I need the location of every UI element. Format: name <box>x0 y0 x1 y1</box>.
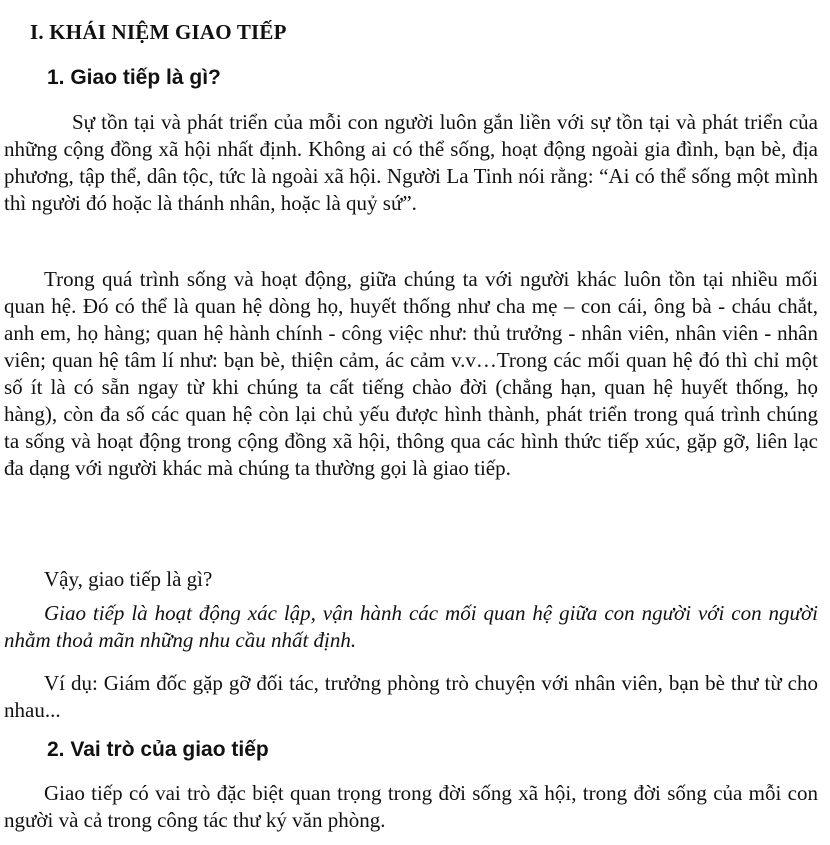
chapter-heading: I. KHÁI NIỆM GIAO TIẾP <box>30 20 287 44</box>
section-1-question: Vậy, giao tiếp là gì? <box>44 567 213 591</box>
section-1-example: Ví dụ: Giám đốc gặp gỡ đối tác, trưởng phòng trò chuyện với nhân viên, bạn bè thư từ cho nhau... <box>4 671 818 722</box>
section-2-title: 2. Vai trò của giao tiếp <box>47 738 269 761</box>
section-1-title: 1. Giao tiếp là gì? <box>47 66 221 89</box>
section-1-paragraph-1: Sự tồn tại và phát triển của mỗi con người luôn gắn liền với sự tồn tại và phát triển của những cộng đồng xã hội nhất định. Không ai có thể sống, hoạt động ngoài gia đình, bạn bè, địa phương, tập thể, dân tộc, tức là ngoài xã hội. Người La Tinh nói rằng: “Ai có thể sống một mình thì người đó hoặc là thánh nhân, hoặc là quỷ sứ”. <box>4 110 818 215</box>
section-1-definition: Giao tiếp là hoạt động xác lập, vận hành các mối quan hệ giữa con người với con người nhằm thoả mãn những nhu cầu nhất định. <box>4 601 818 652</box>
section-2-paragraph-1: Giao tiếp có vai trò đặc biệt quan trọng trong đời sống xã hội, trong đời sống của mỗi con người và cả trong công tác thư ký văn phòng. <box>4 781 818 832</box>
section-1-paragraph-2: Trong quá trình sống và hoạt động, giữa chúng ta với người khác luôn tồn tại nhiều mối quan hệ. Đó có thể là quan hệ dòng họ, huyết thống như cha mẹ – con cái, ông bà - cháu chắt, anh em, họ hàng; quan hệ hành chính - công việc như: thủ trưởng - nhân viên, nhân viên - nhân viên; quan hệ tâm lí như: bạn bè, thiện cảm, ác cảm v.v…Trong các mối quan hệ đó thì chỉ một số ít là có sẵn ngay từ khi chúng ta cất tiếng chào đời (chẳng hạn, quan hệ huyết thống, họ hàng), còn đa số các quan hệ còn lại chủ yếu được hình thành, phát triển trong quá trình chúng ta sống và hoạt động trong cộng đồng xã hội, thông qua các hình thức tiếp xúc, gặp gỡ, liên lạc đa dạng với người khác mà chúng ta thường gọi là giao tiếp. <box>4 267 818 480</box>
